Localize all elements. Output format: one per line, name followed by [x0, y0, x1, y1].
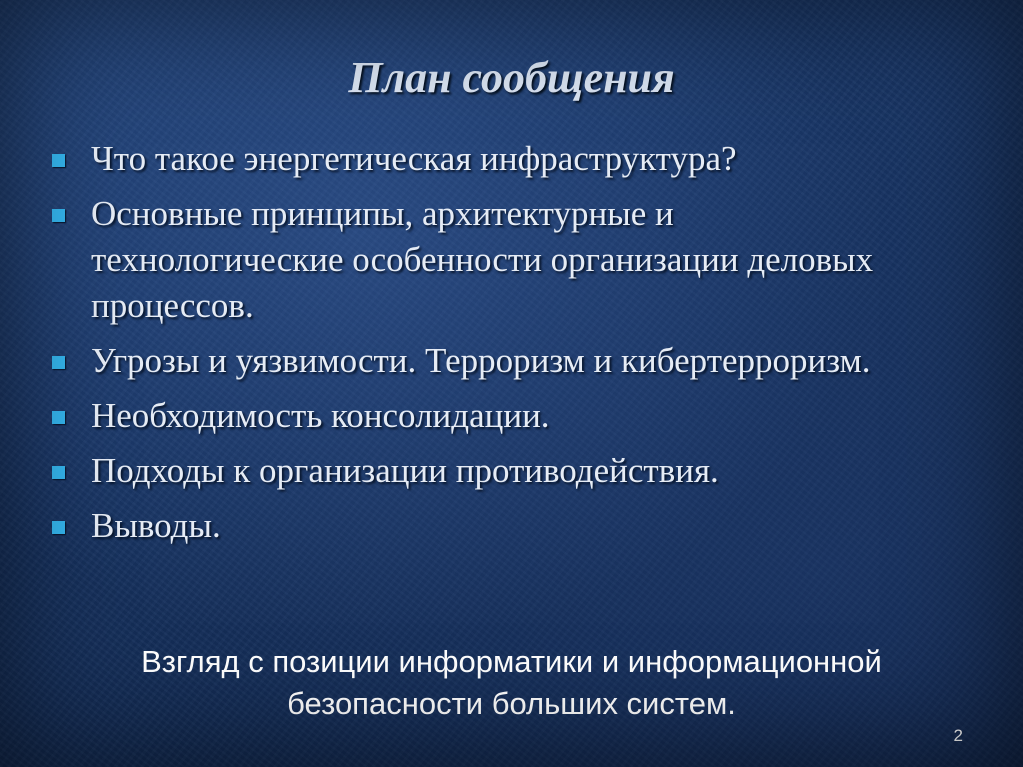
bullet-text: Необходимость консолидации.: [91, 396, 550, 435]
bullet-item: [48, 191, 928, 329]
bullet-text: Что такое энергетическая инфраструктура?: [91, 139, 737, 178]
square-bullet-icon: [52, 466, 65, 479]
square-bullet-icon: [52, 154, 65, 167]
bullet-text: Угрозы и уязвимости. Терроризм и кибертерроризм.: [91, 341, 871, 380]
square-bullet-icon: [52, 209, 65, 222]
bullet-text: Подходы к организации противодействия.: [91, 451, 719, 490]
bullet-text: Основные принципы, архитектурные и технологические особенности организации деловых процессов.: [91, 194, 874, 325]
square-bullet-icon: [52, 521, 65, 534]
slide-subtitle: Взгляд с позиции информатики и информационной безопасности больших систем.: [141, 644, 882, 721]
slide-title: План сообщения: [348, 53, 675, 102]
bullet-item: [48, 393, 928, 439]
bullet-item: [48, 448, 928, 494]
bullet-item: [48, 338, 928, 384]
square-bullet-icon: [52, 356, 65, 369]
bullet-item: [48, 503, 928, 549]
bullet-list: [48, 136, 928, 558]
page-number: 2: [953, 726, 963, 745]
bullet-item: [48, 136, 928, 182]
bullet-text: Выводы.: [91, 506, 221, 545]
square-bullet-icon: [52, 411, 65, 424]
